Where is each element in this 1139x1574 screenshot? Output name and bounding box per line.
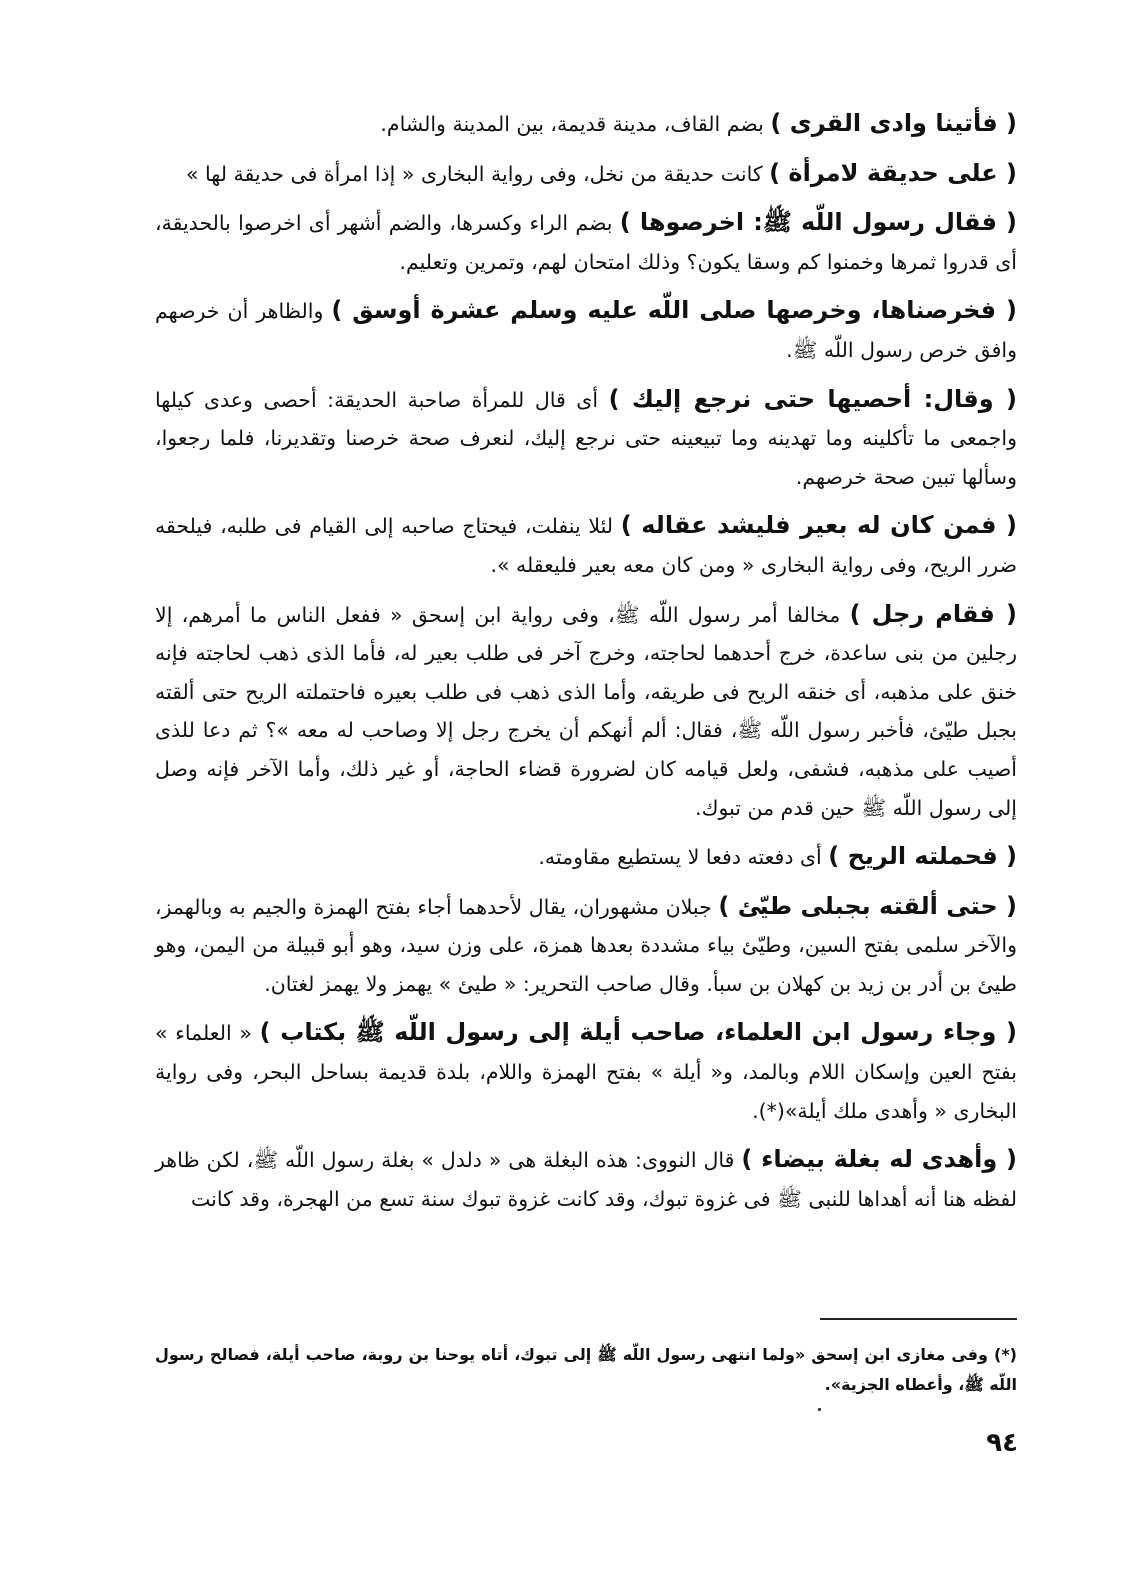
paragraph-3-lemma: ( فقال رسول اللّه ﷺ: اخرصوها ): [619, 208, 1017, 237]
paragraph-4-lemma: ( فخرصناها، وخرصها صلى اللّه عليه وسلم عشرة أوسق ): [331, 296, 1017, 325]
paragraph-5-text: أى قال للمرأة صاحبة الحديقة: أحصى وعدى كيلها واجمعى ما تأكلينه وما تهدينه وما تبيعينه حتى نرجع إليك، لنعرف صحة خرصنا وتقديرنا، فلما رجعوا، وسألها تبين صحة خرصهم.: [155, 387, 1017, 489]
paragraph-6-text: لئلا ينفلت، فيحتاج صاحبه إلى القيام فى طلبه، فيلحقه ضرر الريح، وفى رواية البخارى « ومن كان معه بعير فليعقله ».: [155, 514, 1017, 577]
paragraph-1-lemma: ( فأتينا وادى القرى ): [770, 109, 1017, 137]
footnote-divider: [820, 1318, 1017, 1320]
paragraph-3: [155, 203, 1017, 281]
paragraph-7: [155, 595, 1017, 828]
paragraph-7-lemma: ( فقام رجل ): [849, 599, 1017, 628]
footnote: (*) وفى مغازى ابن إسحق «ولما انتهى رسول اللّه ﷺ إلى تبوك، أتاه يوحنا بن روبة، صاحب أيلة، فصالح رسول اللّه ﷺ، وأعطاه الجزية».: [155, 1345, 1017, 1394]
paragraph-10-lemma: ( وجاء رسول ابن العلماء، صاحب أيلة إلى رسول اللّه ﷺ بكتاب ): [259, 1018, 1017, 1047]
paragraph-1: [155, 104, 1017, 144]
paragraph-9-text: جبلان مشهوران، يقال لأحدهما أجاء بفتح الهمزة والجيم به وبالهمز، والآخر سلمى بفتح السين، وطيّئ بياء مشددة بعدها همزة، على وزن سيد، وهو أبو قبيلة من اليمن، وهو طيئ بن أدر بن زيد بن كهلان بن سبأ. وقال صاحب التحرير: « طيئ » يهمز ولا يهمز لغتان.: [155, 894, 1017, 996]
paragraph-11-lemma: ( وأهدى له بغلة بيضاء ): [741, 1145, 1017, 1174]
paragraph-9: [155, 887, 1017, 1004]
paragraph-8-text: أى دفعته دفعا لا يستطيع مقاومته.: [538, 845, 829, 870]
paragraph-4-text: والظاهر أن خرصهم وافق خرص رسول اللّه ﷺ.: [155, 299, 1017, 362]
page-number: ٩٤: [986, 1428, 1018, 1458]
paragraph-7-text: مخالفا أمر رسول اللّه ﷺ، وفى رواية ابن إسحق « ففعل الناس ما أمرهم، إلا رجلين من بنى ساعدة، خرج أحدهما لحاجته، وخرج آخر فى طلب بعير له، فأما الذى ذهب لحاجته فإنه خنق على مذهبه، أى خنقه الريح فى طريقه، وأما الذى ذهب فى طلب بعيره فاحتملته الريح حتى ألقته بجبل طيّئ، فأخبر رسول اللّه ﷺ، فقال: ألم أنهكم أن يخرج رجل إلا وصاحب له معه »؟ ثم دعا للذى أصيب على مذهبه، فشفى، ولعل قيامه كان لضرورة قضاء الحاجة، أو غير ذلك، وأما الآخر فإنه وصل إلى رسول اللّه ﷺ حين قدم من تبوك.: [155, 602, 1017, 820]
paragraph-2-text: كانت حديقة من نخل، وفى رواية البخارى « إذا امرأة فى حديقة لها »: [185, 161, 770, 186]
paragraph-5: [155, 380, 1017, 497]
paragraph-8-lemma: ( فحملته الريح ): [828, 842, 1017, 871]
paragraph-11: [155, 1140, 1017, 1218]
paragraph-2: [155, 154, 1017, 194]
paragraph-4: [155, 291, 1017, 369]
paragraph-10-text: « العلماء » بفتح العين وإسكان اللام وبالمد، و« أيلة » بفتح الهمزة واللام، بلدة قديمة بساحل البحر، وفى رواية البخارى « وأهدى ملك أيلة»(*).: [155, 1021, 1017, 1123]
paragraph-11-text: قال النووى: هذه البغلة هى « دلدل » بغلة رسول اللّه ﷺ، لكن ظاهر لفظه هنا أنه أهداها للنبى ﷺ فى غزوة تبوك، وقد كانت غزوة تبوك سنة تسع من الهجرة، وقد كانت: [155, 1148, 1017, 1211]
print-mark: [818, 1408, 821, 1411]
paragraph-3-text: بضم الراء وكسرها، والضم أشهر أى اخرصوا بالحديقة، أى قدروا ثمرها وخمنوا كم وسقا يكون؟ وذلك امتحان لهم، وتمرين وتعليم.: [155, 211, 1017, 274]
paragraph-6: [155, 506, 1017, 584]
paragraph-10: [155, 1013, 1017, 1130]
paragraph-1-text: بضم القاف، مدينة قديمة، بين المدينة والشام.: [380, 112, 771, 136]
paragraph-8: [155, 837, 1017, 877]
paragraph-9-lemma: ( حتى ألقته بجبلى طيّئ ): [718, 891, 1017, 920]
main-text: [155, 104, 1017, 1228]
paragraph-5-lemma: ( وقال: أحصيها حتى نرجع إليك ): [608, 384, 1017, 413]
paragraph-6-lemma: ( فمن كان له بعير فليشد عقاله ): [620, 511, 1017, 540]
paragraph-2-lemma: ( على حديقة لامرأة ): [769, 158, 1017, 187]
